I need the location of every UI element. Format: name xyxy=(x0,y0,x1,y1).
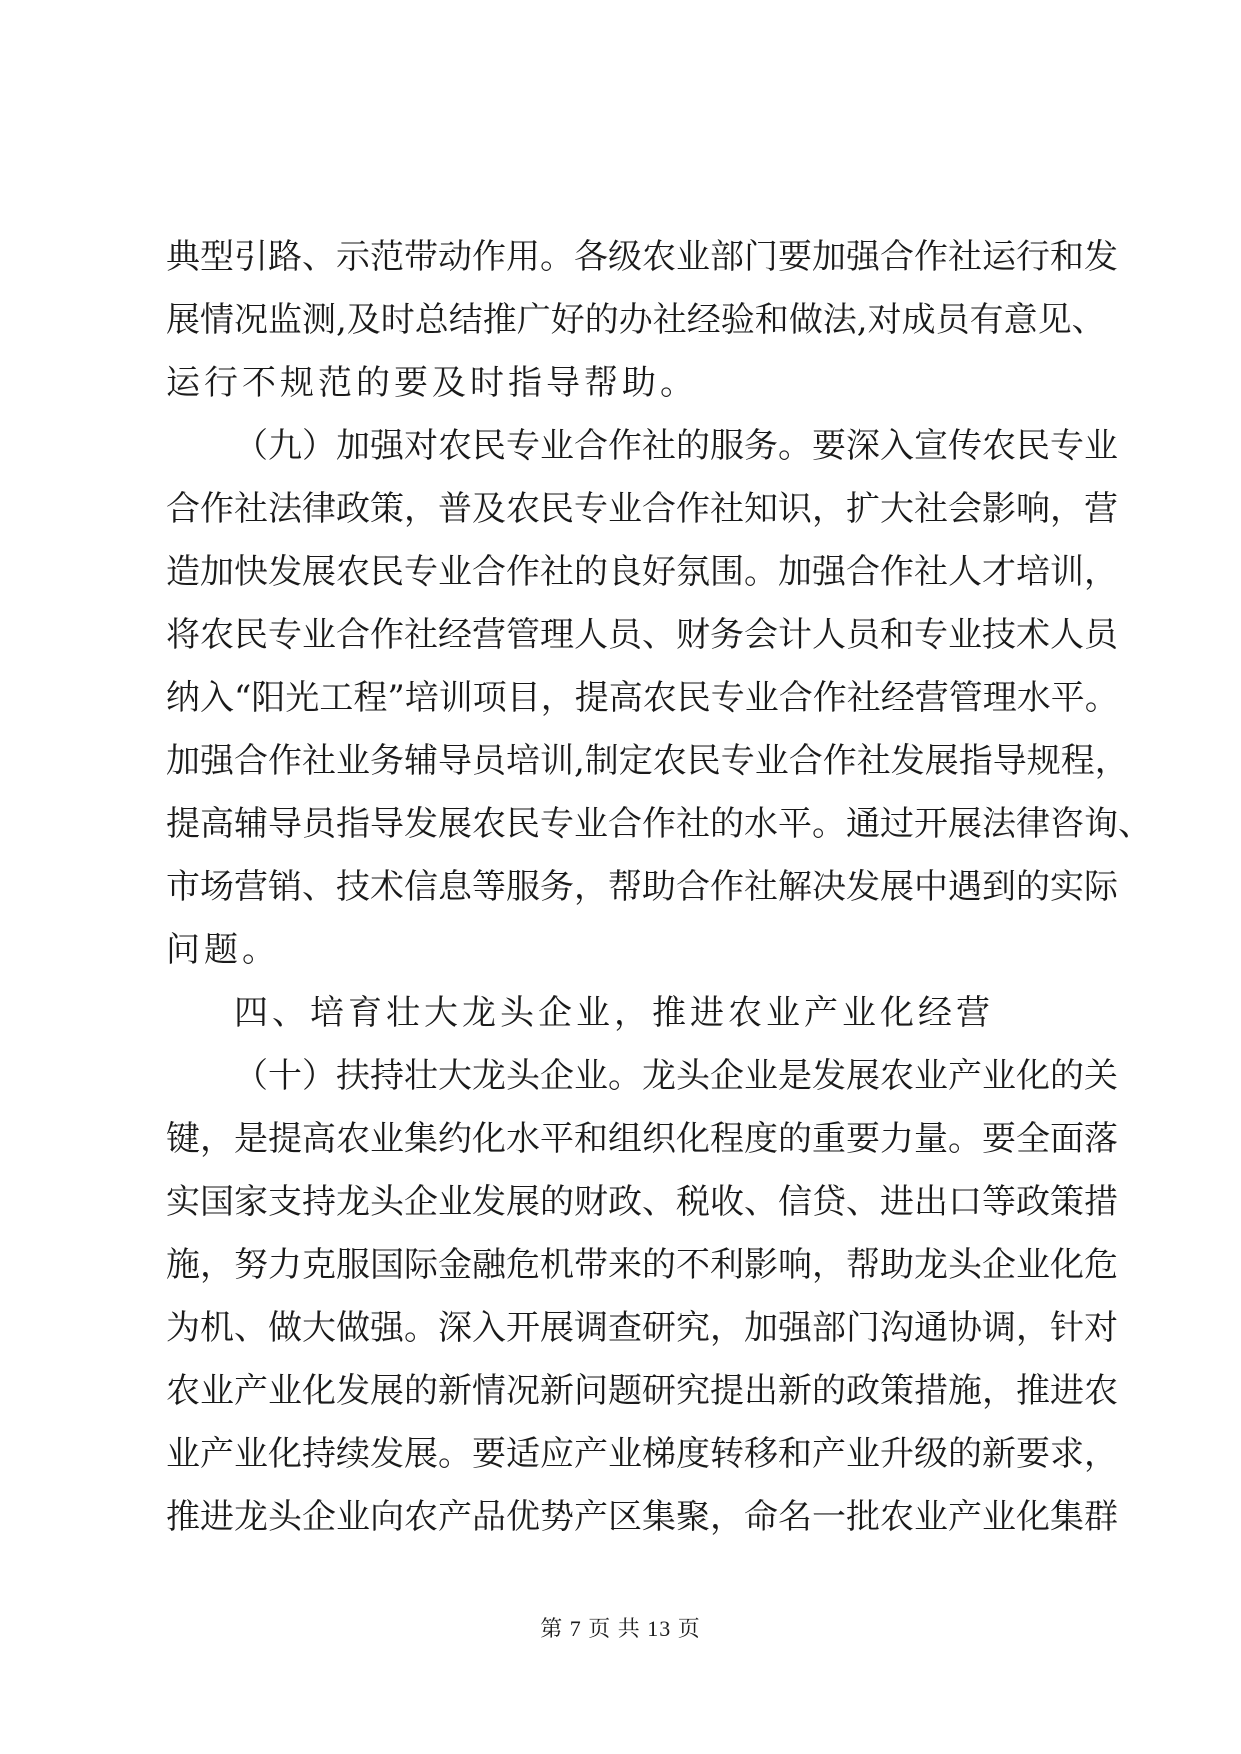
text-line: 将农民专业合作社经营管理人员、财务会计人员和专业技术人员 xyxy=(166,615,1118,655)
text-line: 键，是提高农业集约化水平和组织化程度的重要力量。要全面落 xyxy=(166,1119,1118,1159)
text-line: （九）加强对农民专业合作社的服务。要深入宣传农民专业 xyxy=(234,426,1118,466)
text-line: （十）扶持壮大龙头企业。龙头企业是发展农业产业化的关 xyxy=(234,1056,1118,1096)
text-line: 农业产业化发展的新情况新问题研究提出新的政策措施，推进农 xyxy=(166,1371,1118,1411)
text-line: 纳入“阳光工程”培训项目，提高农民专业合作社经营管理水平。 xyxy=(166,678,1119,718)
text-line: 问题。 xyxy=(166,930,280,970)
text-line: 典型引路、示范带动作用。各级农业部门要加强合作社运行和发 xyxy=(166,237,1118,277)
text-line: 施，努力克服国际金融危机带来的不利影响，帮助龙头企业化危 xyxy=(166,1245,1118,1285)
text-line: 造加快发展农民专业合作社的良好氛围。加强合作社人才培训， xyxy=(166,552,1118,592)
text-line: 合作社法律政策，普及农民专业合作社知识，扩大社会影响，营 xyxy=(166,489,1118,529)
text-line: 提高辅导员指导发展农民专业合作社的水平。通过开展法律咨询、 xyxy=(166,804,1152,844)
body-text xyxy=(166,226,1152,1549)
text-line: 实国家支持龙头企业发展的财政、税收、信贷、进出口等政策措 xyxy=(166,1182,1118,1222)
text-line: 业产业化持续发展。要适应产业梯度转移和产业升级的新要求， xyxy=(166,1434,1118,1474)
page-number-footer: 第 7 页 共 13 页 xyxy=(540,1616,701,1641)
text-line: 加强合作社业务辅导员培训,制定农民专业合作社发展指导规程， xyxy=(166,741,1129,781)
text-line: 市场营销、技术信息等服务，帮助合作社解决发展中遇到的实际 xyxy=(166,867,1118,907)
text-line: 运行不规范的要及时指导帮助。 xyxy=(166,363,698,403)
text-line: 展情况监测,及时总结推广好的办社经验和做法,对成员有意见、 xyxy=(166,300,1106,340)
section-heading: 四、培育壮大龙头企业，推进农业产业化经营 xyxy=(234,993,994,1033)
text-line: 推进龙头企业向农产品优势产区集聚，命名一批农业产业化集群 xyxy=(166,1497,1118,1537)
text-line: 为机、做大做强。深入开展调查研究，加强部门沟通协调，针对 xyxy=(166,1308,1118,1348)
